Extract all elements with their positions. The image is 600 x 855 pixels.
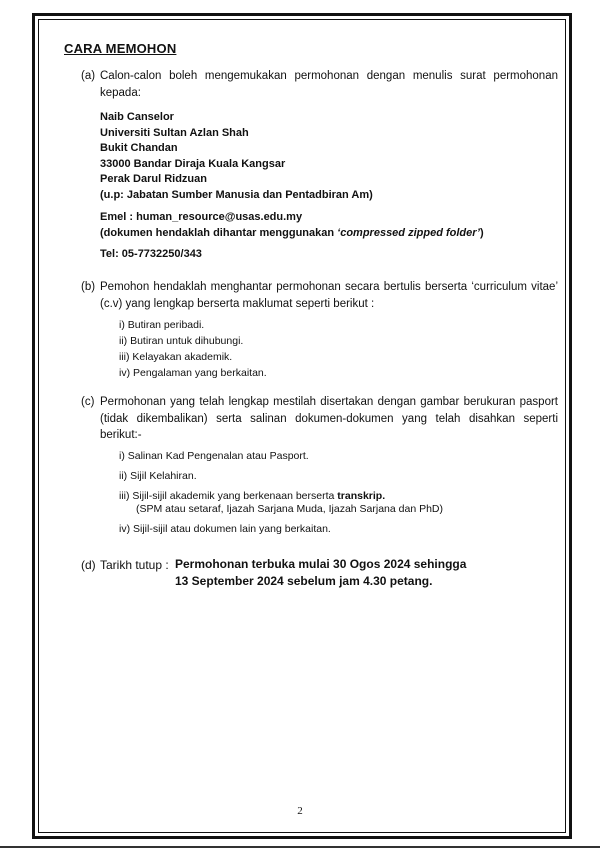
section-b-marker: (b) — [81, 281, 96, 293]
section-b-line-2: (c.v) yang lengkap berserta maklumat seperti berikut : — [100, 297, 375, 310]
email-note: (dokumen hendaklah dihantar menggunakan ‘compressed zipped folder’) — [100, 226, 484, 239]
closing-date-label: Tarikh tutup : — [100, 558, 169, 572]
telephone-block — [100, 247, 202, 263]
email-note-format: ‘compressed zipped folder’ — [337, 226, 480, 239]
list-item: iv) Sijil-sijil atau dokumen lain yang berkaitan. — [119, 523, 331, 535]
email-address[interactable]: Emel : human_resource@usas.edu.my — [100, 211, 303, 223]
address-line: Bukit Chandan — [100, 142, 178, 155]
address-line: Perak Darul Ridzuan — [100, 173, 207, 186]
recipient-address — [100, 110, 373, 204]
list-item: iv) Pengalaman yang berkaitan. — [119, 367, 267, 379]
section-c-marker: (c) — [81, 396, 95, 408]
section-a-marker: (a) — [81, 70, 96, 82]
address-line: (u.p: Jabatan Sumber Manusia dan Pentadbiran Am) — [100, 188, 373, 201]
transcript-emphasis: transkrip. — [337, 490, 386, 502]
address-line: Universiti Sultan Azlan Shah — [100, 126, 249, 139]
page-heading: CARA MEMOHON — [64, 41, 177, 56]
section-c-intro — [100, 394, 558, 444]
closing-date-line-1: Permohonan terbuka mulai 30 Ogos 2024 sehingga — [175, 557, 467, 571]
address-line: Naib Canselor — [100, 111, 174, 123]
section-b-intro — [100, 279, 558, 312]
section-c-line-1: Permohonan yang telah lengkap mestilah disertakan dengan gambar berukuran pasport — [100, 396, 558, 408]
section-d-marker: (d) — [81, 558, 96, 572]
list-item: i) Salinan Kad Pengenalan atau Pasport. — [119, 450, 309, 462]
telephone-number: Tel: 05-7732250/343 — [100, 248, 202, 260]
section-a-intro-line-2: kepada: — [100, 86, 141, 99]
section-a-intro-line-1: Calon-calon boleh mengemukakan permohonan dengan menulis surat permohonan — [100, 70, 558, 82]
closing-date-line-2: 13 September 2024 sebelum jam 4.30 petang. — [175, 574, 433, 588]
list-item: iii) Kelayakan akademik. — [119, 351, 233, 363]
list-item: i) Butiran peribadi. — [119, 319, 205, 331]
section-c-line-3: berikut:- — [100, 429, 142, 441]
bottom-divider — [0, 846, 600, 848]
section-b-line-1: Pemohon hendaklah menghantar permohonan secara bertulis berserta ‘curriculum vitae’ — [100, 281, 558, 293]
page-number: 2 — [297, 805, 303, 817]
list-item: iii) Sijil-sijil akademik yang berkenaan berserta transkrip. — [119, 490, 386, 502]
email-block — [100, 210, 484, 241]
list-item: ii) Sijil Kelahiran. — [119, 470, 197, 482]
section-c-line-2: (tidak dikembalikan) serta salinan dokumen-dokumen yang telah disahkan seperti — [100, 412, 558, 425]
address-line: 33000 Bandar Diraja Kuala Kangsar — [100, 157, 286, 170]
list-item: ii) Butiran untuk dihubungi. — [119, 335, 244, 347]
list-item-subnote: (SPM atau setaraf, Ijazah Sarjana Muda, Ijazah Sarjana dan PhD) — [136, 503, 444, 515]
section-a-intro — [100, 68, 558, 101]
